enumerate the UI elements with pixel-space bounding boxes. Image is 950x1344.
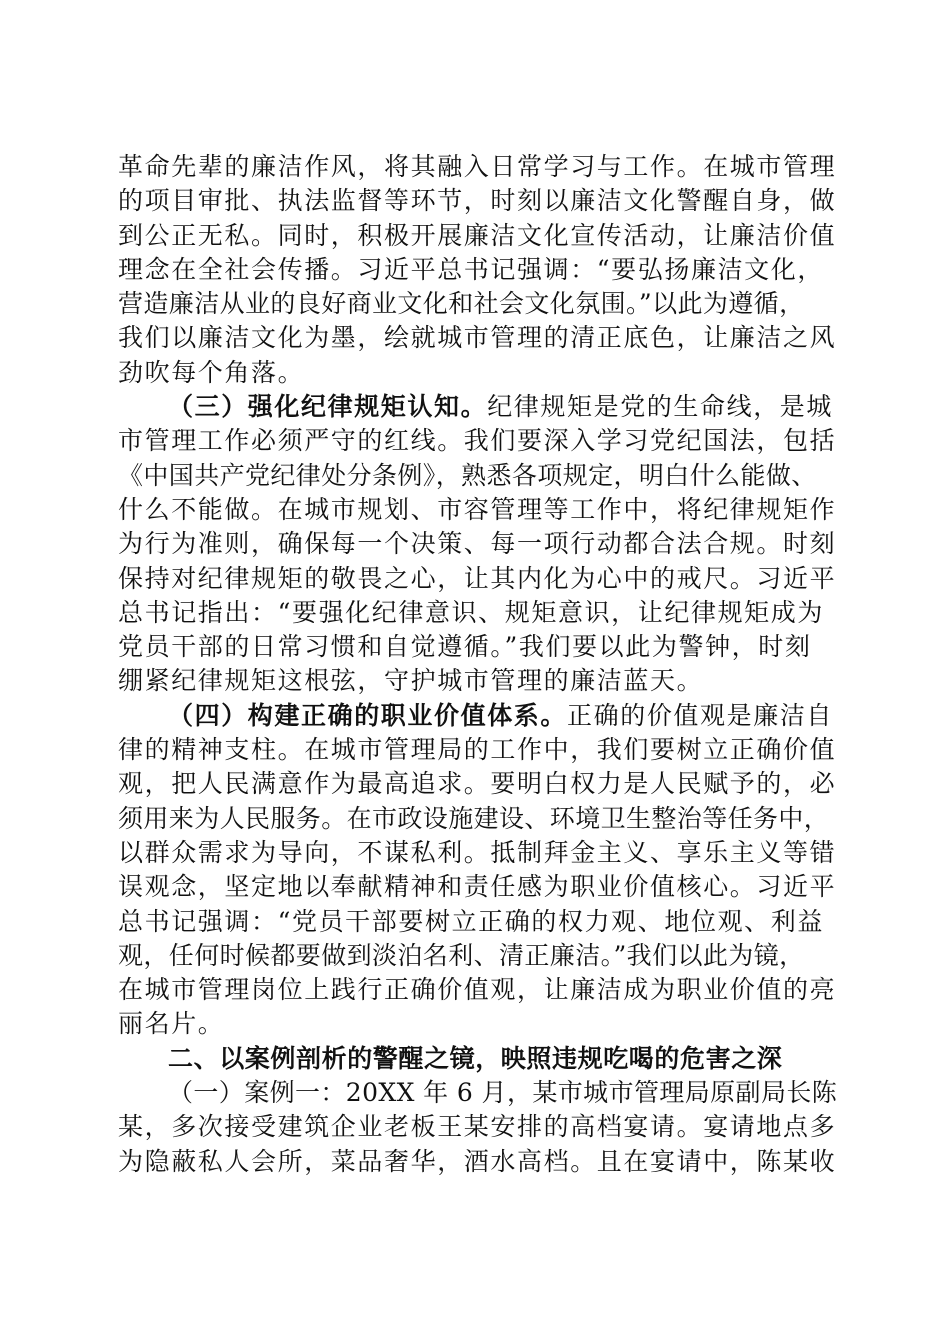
text-line: 市管理工作必须严守的红线。我们要深入学习党纪国法，包括	[118, 426, 837, 456]
paragraph-discipline	[118, 390, 838, 699]
text-run: 正确的价值观是廉洁自	[567, 700, 834, 730]
text-line: 某，多次接受建筑企业老板王某安排的高档宴请。宴请地点多	[118, 1112, 837, 1142]
text-line: 须用来为人民服务。在市政设施建设、环境卫生整治等任务中，	[118, 803, 830, 833]
document-body	[118, 150, 838, 1179]
text-line: 总书记指出：“要强化纪律意识、规矩意识，让纪律规矩成为	[118, 597, 824, 627]
paragraph-case-one	[118, 1076, 838, 1179]
subheading-values: （四）构建正确的职业价值体系。	[168, 700, 568, 730]
text-line: 总书记强调：“党员干部要树立正确的权力观、地位观、利益	[118, 906, 824, 936]
text-line: 到公正无私。同时，积极开展廉洁文化宣传活动，让廉洁价值	[118, 220, 837, 250]
paragraph-culture	[118, 150, 838, 390]
text-run: 纪律规矩是党的生命线，是城	[487, 392, 834, 422]
paragraph-first-line: （一）案例一：20XX 年 6 月，某市城市管理局原副局长陈	[168, 1078, 838, 1108]
text-line: 我们以廉洁文化为墨，绘就城市管理的清正底色，让廉洁之风	[118, 323, 837, 353]
text-line: 在城市管理岗位上践行正确价值观，让廉洁成为职业价值的亮	[118, 975, 837, 1005]
text-line: 为隐蔽私人会所，菜品奢华，酒水高档。且在宴请中，陈某收	[118, 1146, 837, 1176]
text-line: 营造廉洁从业的良好商业文化和社会文化氛围。”以此为遵循，	[118, 289, 805, 319]
text-line: 观，把人民满意作为最高追求。要明白权力是人民赋予的，必	[118, 769, 837, 799]
text-line: 以群众需求为导向，不谋私利。抵制拜金主义、享乐主义等错	[118, 837, 837, 867]
paragraph-first-line	[118, 699, 838, 733]
text-line: 什么不能做。在城市规划、市容管理等工作中，将纪律规矩作	[118, 494, 837, 524]
text-line: 保持对纪律规矩的敬畏之心，让其内化为心中的戒尺。习近平	[118, 563, 837, 593]
text-line: 革命先辈的廉洁作风，将其融入日常学习与工作。在城市管理	[118, 152, 837, 181]
subheading-discipline: （三）强化纪律规矩认知。	[168, 392, 488, 422]
text-line: 误观念，坚定地以奉献精神和责任感为职业价值核心。习近平	[118, 872, 837, 902]
text-line: 观，任何时候都要做到淡泊名利、清正廉洁。”我们以此为镜，	[118, 940, 805, 970]
text-line: 的项目审批、执法监督等环节，时刻以廉洁文化警醒自身，做	[118, 186, 837, 216]
text-line: 律的精神支柱。在城市管理局的工作中，我们要树立正确价值	[118, 735, 837, 765]
paragraph-values	[118, 699, 838, 1042]
text-line: 劲吹每个角落。	[118, 357, 305, 387]
text-line: 为行为准则，确保每一个决策、每一项行动都合法合规。时刻	[118, 529, 837, 559]
text-line: 党员干部的日常习惯和自觉遵循。”我们要以此为警钟，时刻	[118, 632, 812, 662]
text-line: 绷紧纪律规矩这根弦，守护城市管理的廉洁蓝天。	[118, 666, 704, 696]
text-line: 丽名片。	[118, 1009, 225, 1039]
section-heading: 二、以案例剖析的警醒之镜，映照违规吃喝的危害之深	[168, 1043, 783, 1073]
paragraph-first-line	[118, 390, 838, 424]
text-line: 理念在全社会传播。习近平总书记强调：“要弘扬廉洁文化，	[118, 254, 824, 284]
text-line: 《中国共产党纪律处分条例》，熟悉各项规定，明白什么能做、	[118, 460, 817, 490]
